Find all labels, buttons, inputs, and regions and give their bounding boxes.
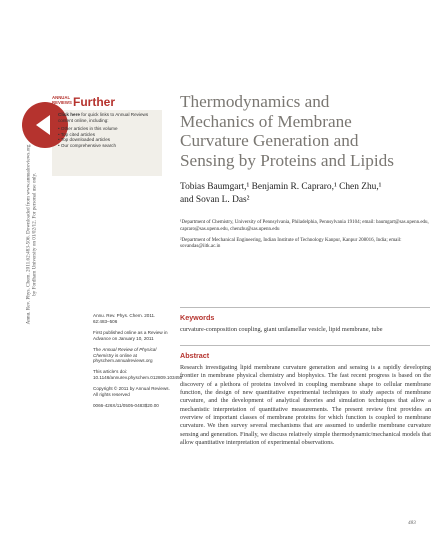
doi-block (93, 369, 183, 381)
copyright: Copyright © 2011 by Annual Reviews. All rights reserved (93, 386, 170, 398)
watermark-line-2: by Fordham University on 01/02/12. For personal use only. (32, 172, 38, 296)
reviews-label: REVIEWS (52, 99, 72, 105)
affiliations (180, 220, 432, 255)
article-metadata (93, 313, 183, 414)
click-here-rest: for quick links to Annual Reviews content online, including: (58, 112, 149, 123)
title-line: Curvature Generation and (180, 131, 359, 151)
authors-line-2: and Sovan L. Das² (180, 194, 250, 205)
doi-label: This article’s doi: (93, 369, 128, 375)
abstract-text: Research investigating lipid membrane curvature generation and sensing is a rapidly developing frontier in membrane physical chemistry and biophysics. The fast recent progress is based on the discovery of a plethora of proteins involved in coupling membrane shape to cellular membrane function, the design of new quantitative experimental techniques to study aspects of membrane curvature, and the development of analytical theories and simulation techniques that allow a mechanistic interpretation of quantitative measurements. The present review first provides an overview of important classes of membrane proteins for which function is coupled to membrane curvature. We then survey several mechanisms that are assumed to underlie membrane curvature sensing and generation. Finally, we discuss relatively simple thermodynamic/mechanical models that allow quantitative interpretation of experimental observations. (180, 364, 431, 447)
title-line: Thermodynamics and (180, 92, 330, 111)
further-list (58, 126, 158, 148)
journal-citation: Annu. Rev. Phys. Chem. 2011. 62:483–506 (93, 313, 156, 324)
further-item-other-articles[interactable]: • Other articles in this volume (58, 126, 118, 132)
title-line: Mechanics of Membrane (180, 111, 352, 131)
further-item-top-cited[interactable]: • Top cited articles (58, 131, 96, 137)
authors-line-1: Tobias Baumgart,¹ Benjamin R. Capraro,¹ Chen Zhu,¹ (180, 182, 382, 192)
doi-value[interactable]: 10.1146/annurev.physchem.012809.103450 (93, 375, 183, 381)
abstract-divider (180, 345, 430, 346)
title-line: Sensing by Proteins and Lipids (180, 150, 394, 170)
author-list (180, 181, 430, 206)
affiliation-2: ²Department of Mechanical Engineering, Indian Institute of Technology Kanpur, Kanpur 208016, India; email: sovandas@iitk.ac.in (180, 237, 402, 250)
journal-name: Annual Review of Physical Chemistry (93, 346, 157, 358)
further-box[interactable] (22, 95, 149, 174)
page-number: 483 (408, 520, 416, 526)
abstract-heading: Abstract (180, 351, 210, 360)
online-post: is online at physchem.annualreviews.org (93, 352, 153, 364)
further-item-search[interactable]: • Our comprehensive search (58, 142, 117, 148)
further-header (52, 95, 132, 109)
click-here-link[interactable]: Click here (58, 112, 80, 117)
annual-label: ANNUAL (52, 95, 71, 100)
further-text (58, 112, 158, 149)
watermark-line-1: Annu. Rev. Phys. Chem. 2011.62:483-506. Downloaded from www.annualreviews.org (25, 144, 32, 325)
affiliation-1: ¹Department of Chemistry, University of Pennsylvania, Philadelphia, Pennsylvania 19104; email: baumgart@sas.upenn.edu, capraro@sas.upenn.edu, chenzhu@sas.upenn.edu (180, 220, 429, 232)
issn: 0066-426X/11/0505-0483$20.00 (93, 402, 159, 408)
further-item-top-downloaded[interactable]: • Top downloaded articles (58, 137, 111, 143)
keywords-divider (180, 307, 430, 308)
article-title (180, 92, 430, 170)
keywords-heading: Keywords (180, 313, 215, 322)
further-word: Further (73, 95, 115, 109)
online-pre: The (93, 346, 103, 352)
keywords-text: curvature-composition coupling, giant unilamellar vesicle, lipid membrane, tube (180, 326, 383, 333)
online-note (93, 347, 173, 365)
first-published: First published online as a Review in Advance on January 10, 2011 (93, 329, 168, 341)
